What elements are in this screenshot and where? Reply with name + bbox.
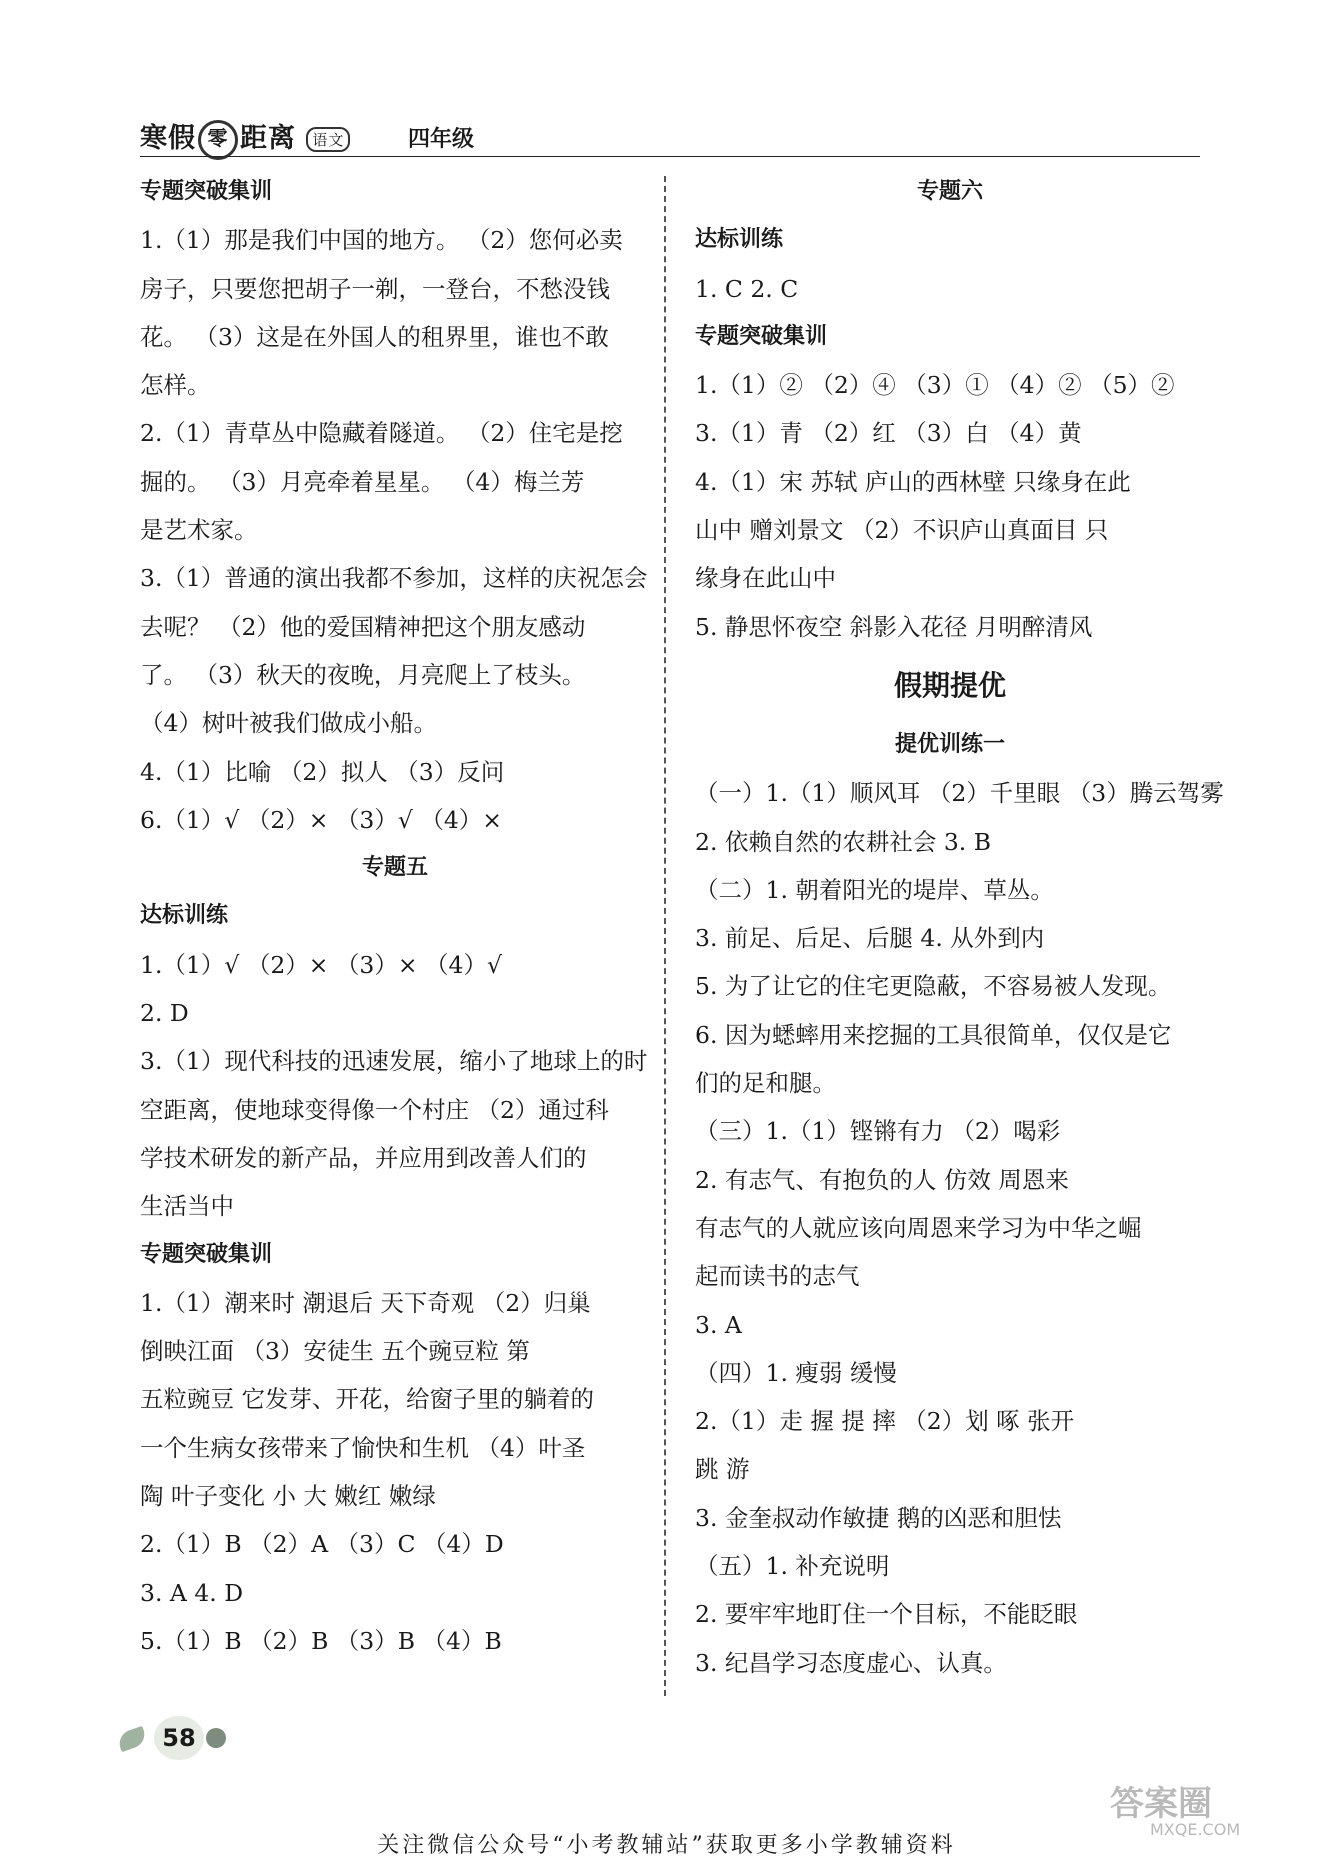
answer-line: 1. C 2. C bbox=[695, 274, 799, 303]
bird-icon bbox=[206, 1728, 226, 1748]
answer-line: 2. 有志气、有抱负的人 仿效 周恩来 bbox=[695, 1165, 1069, 1194]
answer-line: 5. 静思怀夜空 斜影入花径 月明醉清风 bbox=[695, 612, 1093, 641]
section-heading: 达标训练 bbox=[140, 903, 229, 929]
answer-line: 花。 （3）这是在外国人的租界里，谁也不敢 bbox=[140, 322, 609, 351]
answer-line: 生活当中 bbox=[140, 1192, 234, 1221]
answer-line: （一）1.（1）顺风耳 （2）千里眼 （3）腾云驾雾 bbox=[695, 779, 1224, 808]
answer-line: 是艺术家。 bbox=[140, 516, 258, 545]
answer-line: 3.（1）普通的演出我都不参加，这样的庆祝怎会 bbox=[140, 564, 648, 593]
answer-line: 起而读书的志气 bbox=[695, 1262, 860, 1291]
answer-line: 学技术研发的新产品，并应用到改善人们的 bbox=[140, 1143, 587, 1172]
answer-line: 一个生病女孩带来了愉快和生机 （4）叶圣 bbox=[140, 1433, 586, 1462]
answer-line: 倒映江面 （3）安徒生 五个豌豆粒 第 bbox=[140, 1337, 530, 1366]
answer-line: 五粒豌豆 它发芽、开花，给窗子里的躺着的 bbox=[140, 1385, 594, 1414]
answer-line: 4.（1）比喻 （2）拟人 （3）反问 bbox=[140, 757, 505, 786]
answer-line: 去呢？ （2）他的爱国精神把这个朋友感动 bbox=[140, 612, 586, 641]
answer-line: 缘身在此山中 bbox=[695, 564, 836, 593]
answer-line: 2. 要牢牢地盯住一个目标，不能眨眼 bbox=[695, 1600, 1078, 1629]
answer-line: 怎样。 bbox=[140, 371, 211, 400]
answer-line: （二）1. 朝着阳光的堤岸、草丛。 bbox=[695, 875, 1054, 904]
answer-line: 6. 因为蟋蟀用来挖掘的工具很简单，仅仅是它 bbox=[695, 1020, 1172, 1049]
answer-line: 1.（1）② （2）④ （3）① （4）② （5）② bbox=[695, 371, 1175, 400]
answer-line: （4）树叶被我们做成小船。 bbox=[140, 709, 437, 738]
answer-line: 3.（1）青 （2）红 （3）白 （4）黄 bbox=[695, 419, 1082, 448]
book-header bbox=[140, 112, 560, 152]
answer-line: 们的足和腿。 bbox=[695, 1069, 836, 1098]
brand-prefix: 寒假 bbox=[140, 123, 196, 154]
section-heading: 专题六 bbox=[916, 179, 983, 204]
answer-line: 3. 金奎叔动作敏捷 鹅的凶恶和胆怯 bbox=[695, 1503, 1062, 1532]
answer-line: 1.（1）潮来时 潮退后 天下奇观 （2）归巢 bbox=[140, 1288, 591, 1317]
book-brand bbox=[140, 116, 350, 160]
answer-line: 空距离，使地球变得像一个村庄 （2）通过科 bbox=[140, 1095, 609, 1124]
answer-line: 4.（1）宋 苏轼 庐山的西林壁 只缘身在此 bbox=[695, 467, 1131, 496]
answer-line: 房子，只要您把胡子一剃，一登台，不愁没钱 bbox=[140, 274, 610, 303]
answer-line: 山中 赠刘景文 （2）不识庐山真面目 只 bbox=[695, 516, 1109, 545]
answer-line: 假期提优 bbox=[893, 668, 1006, 702]
answer-line: 2.（1）走 握 提 摔 （2）划 啄 张开 bbox=[695, 1407, 1075, 1436]
answer-line: 陶 叶子变化 小 大 嫩红 嫩绿 bbox=[140, 1482, 436, 1511]
brand-suffix: 距离 bbox=[240, 123, 296, 154]
answer-line: 5.（1）B （2）B （3）B （4）B bbox=[140, 1626, 502, 1655]
section-heading: 提优训练一 bbox=[894, 731, 1005, 757]
left-column bbox=[140, 168, 650, 1665]
watermark-url: MXQE.COM bbox=[1150, 1820, 1241, 1839]
answer-line: 3.（1）现代科技的迅速发展，缩小了地球上的时 bbox=[140, 1047, 648, 1076]
answer-line: 2.（1）青草丛中隐藏着隧道。 （2）住宅是挖 bbox=[140, 419, 623, 448]
leaf-icon bbox=[116, 1726, 148, 1752]
answer-line: 5. 为了让它的住宅更隐蔽，不容易被人发现。 bbox=[695, 972, 1172, 1001]
watermark-logo: 答案圈 bbox=[1110, 1784, 1212, 1824]
answer-line: 2. 依赖自然的农耕社会 3. B bbox=[695, 827, 992, 856]
answer-line: 3. 纪昌学习态度虚心、认真。 bbox=[695, 1648, 1007, 1677]
answer-line: 2. D bbox=[140, 999, 189, 1028]
grade-label: 四年级 bbox=[408, 127, 475, 152]
brand-ring-icon: 零 bbox=[198, 120, 238, 160]
answer-line: 1.（1）那是我们中国的地方。 （2）您何必卖 bbox=[140, 226, 623, 255]
section-heading: 专题突破集训 bbox=[695, 323, 828, 349]
answer-line: 3. 前足、后足、后腿 4. 从外到内 bbox=[695, 924, 1045, 953]
footer-notice: 关注微信公众号“小考教辅站”获取更多小学教辅资料 bbox=[377, 1833, 956, 1858]
column-divider bbox=[664, 176, 666, 1696]
section-heading: 专题突破集训 bbox=[140, 1241, 273, 1267]
answer-line: 3. A 4. D bbox=[140, 1578, 244, 1607]
subject-tag: 语文 bbox=[306, 127, 350, 152]
answer-line: 掘的。 （3）月亮牵着星星。 （4）梅兰芳 bbox=[140, 467, 585, 496]
answer-line: 1.（1）√ （2）× （3）× （4）√ bbox=[140, 950, 502, 979]
right-column bbox=[695, 168, 1224, 1687]
page-number: 58 bbox=[154, 1716, 204, 1760]
section-heading: 达标训练 bbox=[695, 227, 784, 253]
answer-line: （四）1. 瘦弱 缓慢 bbox=[695, 1358, 897, 1387]
answer-line: 有志气的人就应该向周恩来学习为中华之崛 bbox=[695, 1213, 1142, 1242]
header-rule bbox=[140, 156, 1200, 157]
answer-line: 2.（1）B （2）A （3）C （4）D bbox=[140, 1530, 504, 1559]
answer-line: 6.（1）√ （2）× （3）√ （4）× bbox=[140, 805, 502, 834]
answer-line: （五）1. 补充说明 bbox=[695, 1552, 890, 1581]
section-heading: 专题五 bbox=[361, 855, 428, 881]
answer-line: 3. A bbox=[695, 1310, 742, 1339]
section-heading: 专题突破集训 bbox=[140, 179, 273, 204]
page-number-badge bbox=[118, 1712, 228, 1768]
answer-line: 了。 （3）秋天的夜晚，月亮爬上了枝头。 bbox=[140, 660, 586, 689]
answer-line: 跳 游 bbox=[695, 1455, 750, 1484]
answer-line: （三）1.（1）铿锵有力 （2）喝彩 bbox=[695, 1117, 1061, 1146]
